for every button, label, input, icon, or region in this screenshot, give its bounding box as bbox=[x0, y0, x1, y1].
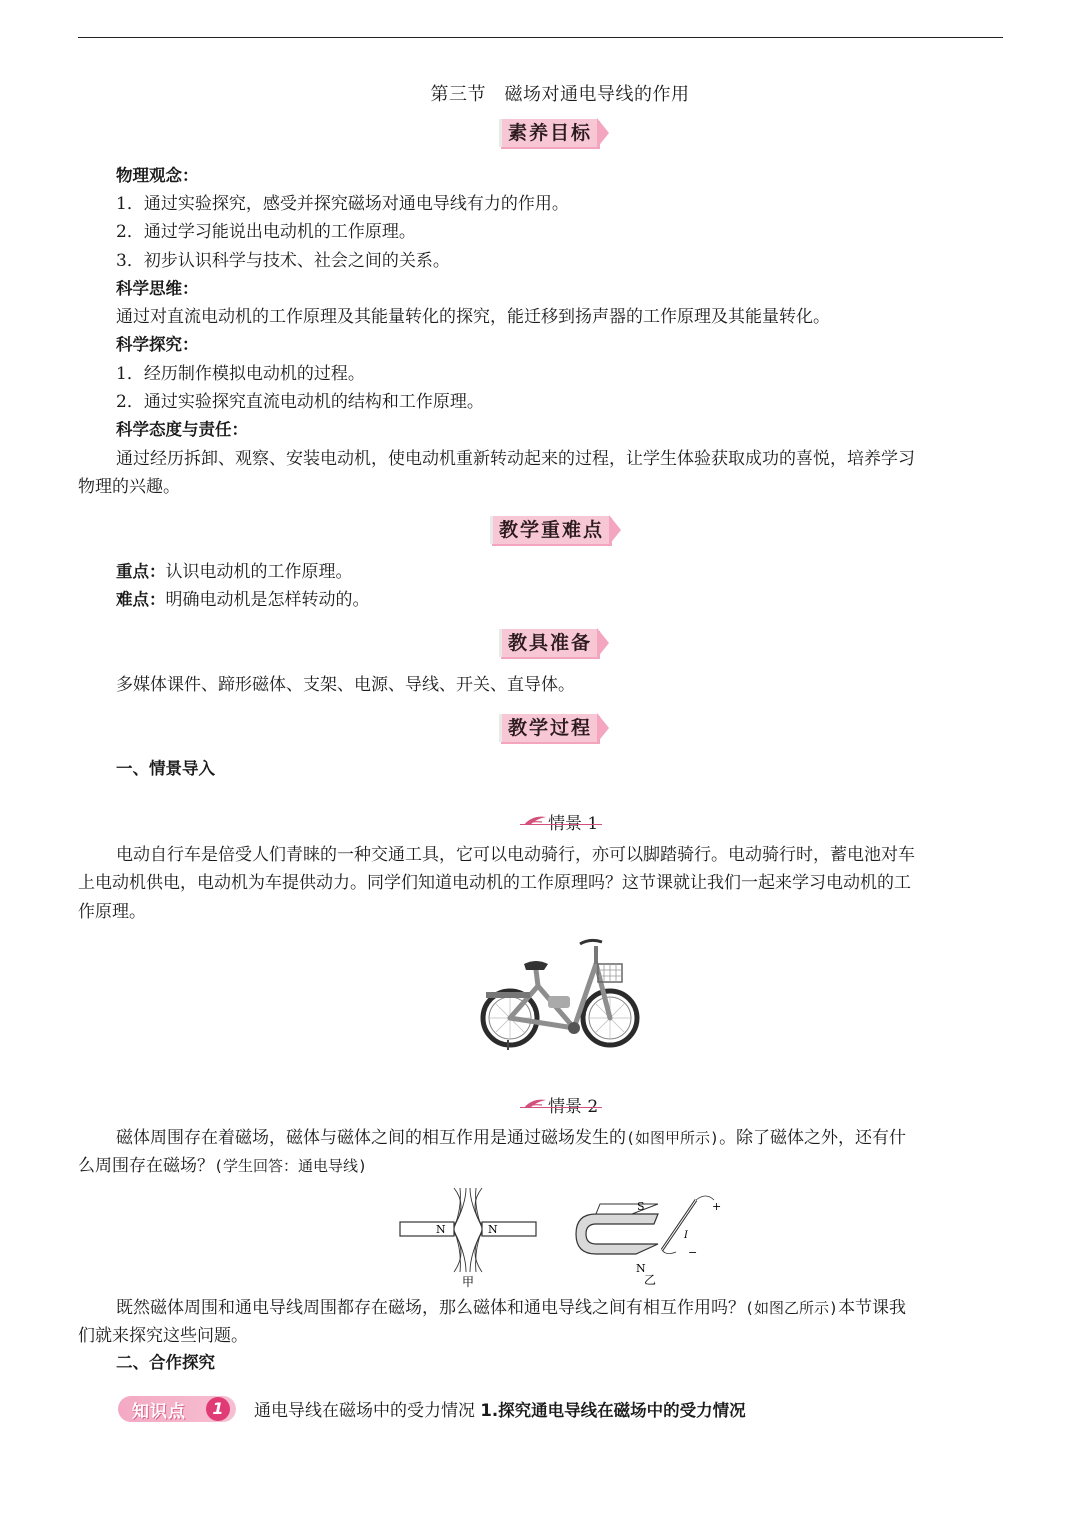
knowledge-point-number: 1 bbox=[206, 1397, 230, 1421]
section-scene-intro: 一、情景导入 bbox=[116, 759, 215, 778]
tools-text: 多媒体课件、蹄形磁体、支架、电源、导线、开关、直导体。 bbox=[116, 675, 575, 695]
concept-label: 物理观念： bbox=[116, 166, 199, 185]
scene-1-heading bbox=[548, 811, 598, 837]
after-annotation: (如图乙所示) bbox=[745, 1299, 839, 1317]
knowledge-point-heading bbox=[254, 1399, 746, 1423]
banner-arrow bbox=[597, 118, 609, 148]
knowledge-point-badge bbox=[118, 1396, 236, 1422]
banner-tools-label: 教具准备 bbox=[499, 629, 598, 657]
difficulty-text: 明确电动机是怎样转动的。 bbox=[165, 590, 370, 610]
concept-item: 3．初步认识科学与技术、社会之间的关系。 bbox=[116, 251, 450, 271]
section-cooperative-inquiry: 二、合作探究 bbox=[116, 1353, 215, 1372]
electric-bicycle-image bbox=[478, 936, 642, 1054]
banner-arrow bbox=[597, 713, 609, 743]
scene-1-text: 作原理。 bbox=[78, 902, 146, 922]
thinking-label: 科学思维： bbox=[116, 279, 199, 298]
scene-2-annotation: (如图甲所示) bbox=[626, 1129, 720, 1147]
thinking-text: 通过对直流电动机的工作原理及其能量转化的探究，能迁移到扬声器的工作原理及其能量转化。 bbox=[116, 307, 830, 327]
knowledge-point-text: 通电导线在磁场中的受力情况 bbox=[254, 1401, 481, 1421]
plus-sign: + bbox=[712, 1200, 722, 1213]
banner-process-label: 教学过程 bbox=[499, 714, 598, 742]
banner-arrow bbox=[609, 515, 621, 545]
inquiry-label: 科学探究： bbox=[116, 335, 199, 354]
scene-2-heading bbox=[548, 1094, 598, 1120]
banner-key-points bbox=[490, 515, 621, 545]
inquiry-item: 2．通过实验探究直流电动机的结构和工作原理。 bbox=[116, 392, 484, 412]
pole-label: N bbox=[488, 1223, 498, 1236]
figure-caption-jia: 甲 bbox=[462, 1275, 475, 1289]
after-text: 们就来探究这些问题。 bbox=[78, 1326, 248, 1346]
scene-2-text bbox=[116, 1126, 906, 1150]
banner-goals bbox=[499, 118, 609, 148]
after-text bbox=[116, 1296, 906, 1320]
banner-arrow bbox=[597, 628, 609, 658]
scene-1-label: 情景 1 bbox=[548, 814, 599, 834]
figure-caption-yi: 乙 bbox=[644, 1273, 657, 1287]
focus-row bbox=[116, 560, 353, 584]
scene-2-annotation: (学生回答：通电导线) bbox=[214, 1157, 368, 1175]
scene-underline bbox=[520, 824, 602, 825]
scene-2-text-part: 。除了磁体之外，还有什 bbox=[719, 1128, 907, 1148]
banner-tools bbox=[499, 628, 609, 658]
pole-label: N bbox=[636, 1262, 646, 1275]
top-rule bbox=[78, 37, 1003, 38]
scene-2-label: 情景 2 bbox=[548, 1097, 599, 1117]
after-text-part: 本节课我 bbox=[838, 1298, 907, 1318]
figure-jia bbox=[400, 1188, 536, 1289]
inquiry-item: 1．经历制作模拟电动机的过程。 bbox=[116, 364, 365, 384]
focus-label: 重点： bbox=[116, 562, 166, 581]
pole-label: S bbox=[637, 1200, 645, 1213]
banner-process bbox=[499, 713, 609, 743]
difficulty-row bbox=[116, 588, 370, 612]
scene-1-text: 上电动机供电，电动机为车提供动力。同学们知道电动机的工作原理吗？这节课就让我们一起来学习电动机的工 bbox=[78, 873, 911, 893]
attitude-label: 科学态度与责任： bbox=[116, 420, 248, 439]
scene-underline bbox=[520, 1107, 602, 1108]
difficulty-label: 难点： bbox=[116, 590, 166, 609]
minus-sign: − bbox=[688, 1246, 698, 1259]
attitude-text: 通过经历拆卸、观察、安装电动机，使电动机重新转动起来的过程，让学生体验获取成功的喜悦，培养学习 bbox=[116, 449, 915, 469]
banner-goals-label: 素养目标 bbox=[499, 119, 598, 147]
figure-yi bbox=[576, 1196, 721, 1287]
knowledge-point-subtitle: 1.探究通电导线在磁场中的受力情况 bbox=[480, 1401, 746, 1420]
after-text-part: 既然磁体周围和通电导线周围都存在磁场，那么磁体和通电导线之间有相互作用吗？ bbox=[116, 1298, 745, 1318]
page-title: 第三节 磁场对通电导线的作用 bbox=[430, 84, 690, 105]
scene-2-text bbox=[78, 1154, 367, 1178]
scene-1-text: 电动自行车是倍受人们青睐的一种交通工具，它可以电动骑行，亦可以脚踏骑行。电动骑行时，蓄电池对车 bbox=[116, 845, 915, 865]
banner-key-points-label: 教学重难点 bbox=[490, 516, 610, 544]
attitude-text: 物理的兴趣。 bbox=[78, 477, 180, 497]
scene-2-text-part: 磁体周围存在着磁场，磁体与磁体之间的相互作用是通过磁场发生的 bbox=[116, 1128, 626, 1148]
focus-text: 认识电动机的工作原理。 bbox=[165, 562, 353, 582]
pole-label: N bbox=[436, 1223, 446, 1236]
current-label: I bbox=[684, 1230, 688, 1241]
knowledge-point-label: 知识点 bbox=[132, 1401, 186, 1422]
magnet-figure bbox=[396, 1186, 726, 1290]
concept-item: 2．通过学习能说出电动机的工作原理。 bbox=[116, 222, 416, 242]
concept-item: 1．通过实验探究，感受并探究磁场对通电导线有力的作用。 bbox=[116, 194, 569, 214]
scene-2-text-part: 么周围存在磁场？ bbox=[78, 1156, 214, 1176]
